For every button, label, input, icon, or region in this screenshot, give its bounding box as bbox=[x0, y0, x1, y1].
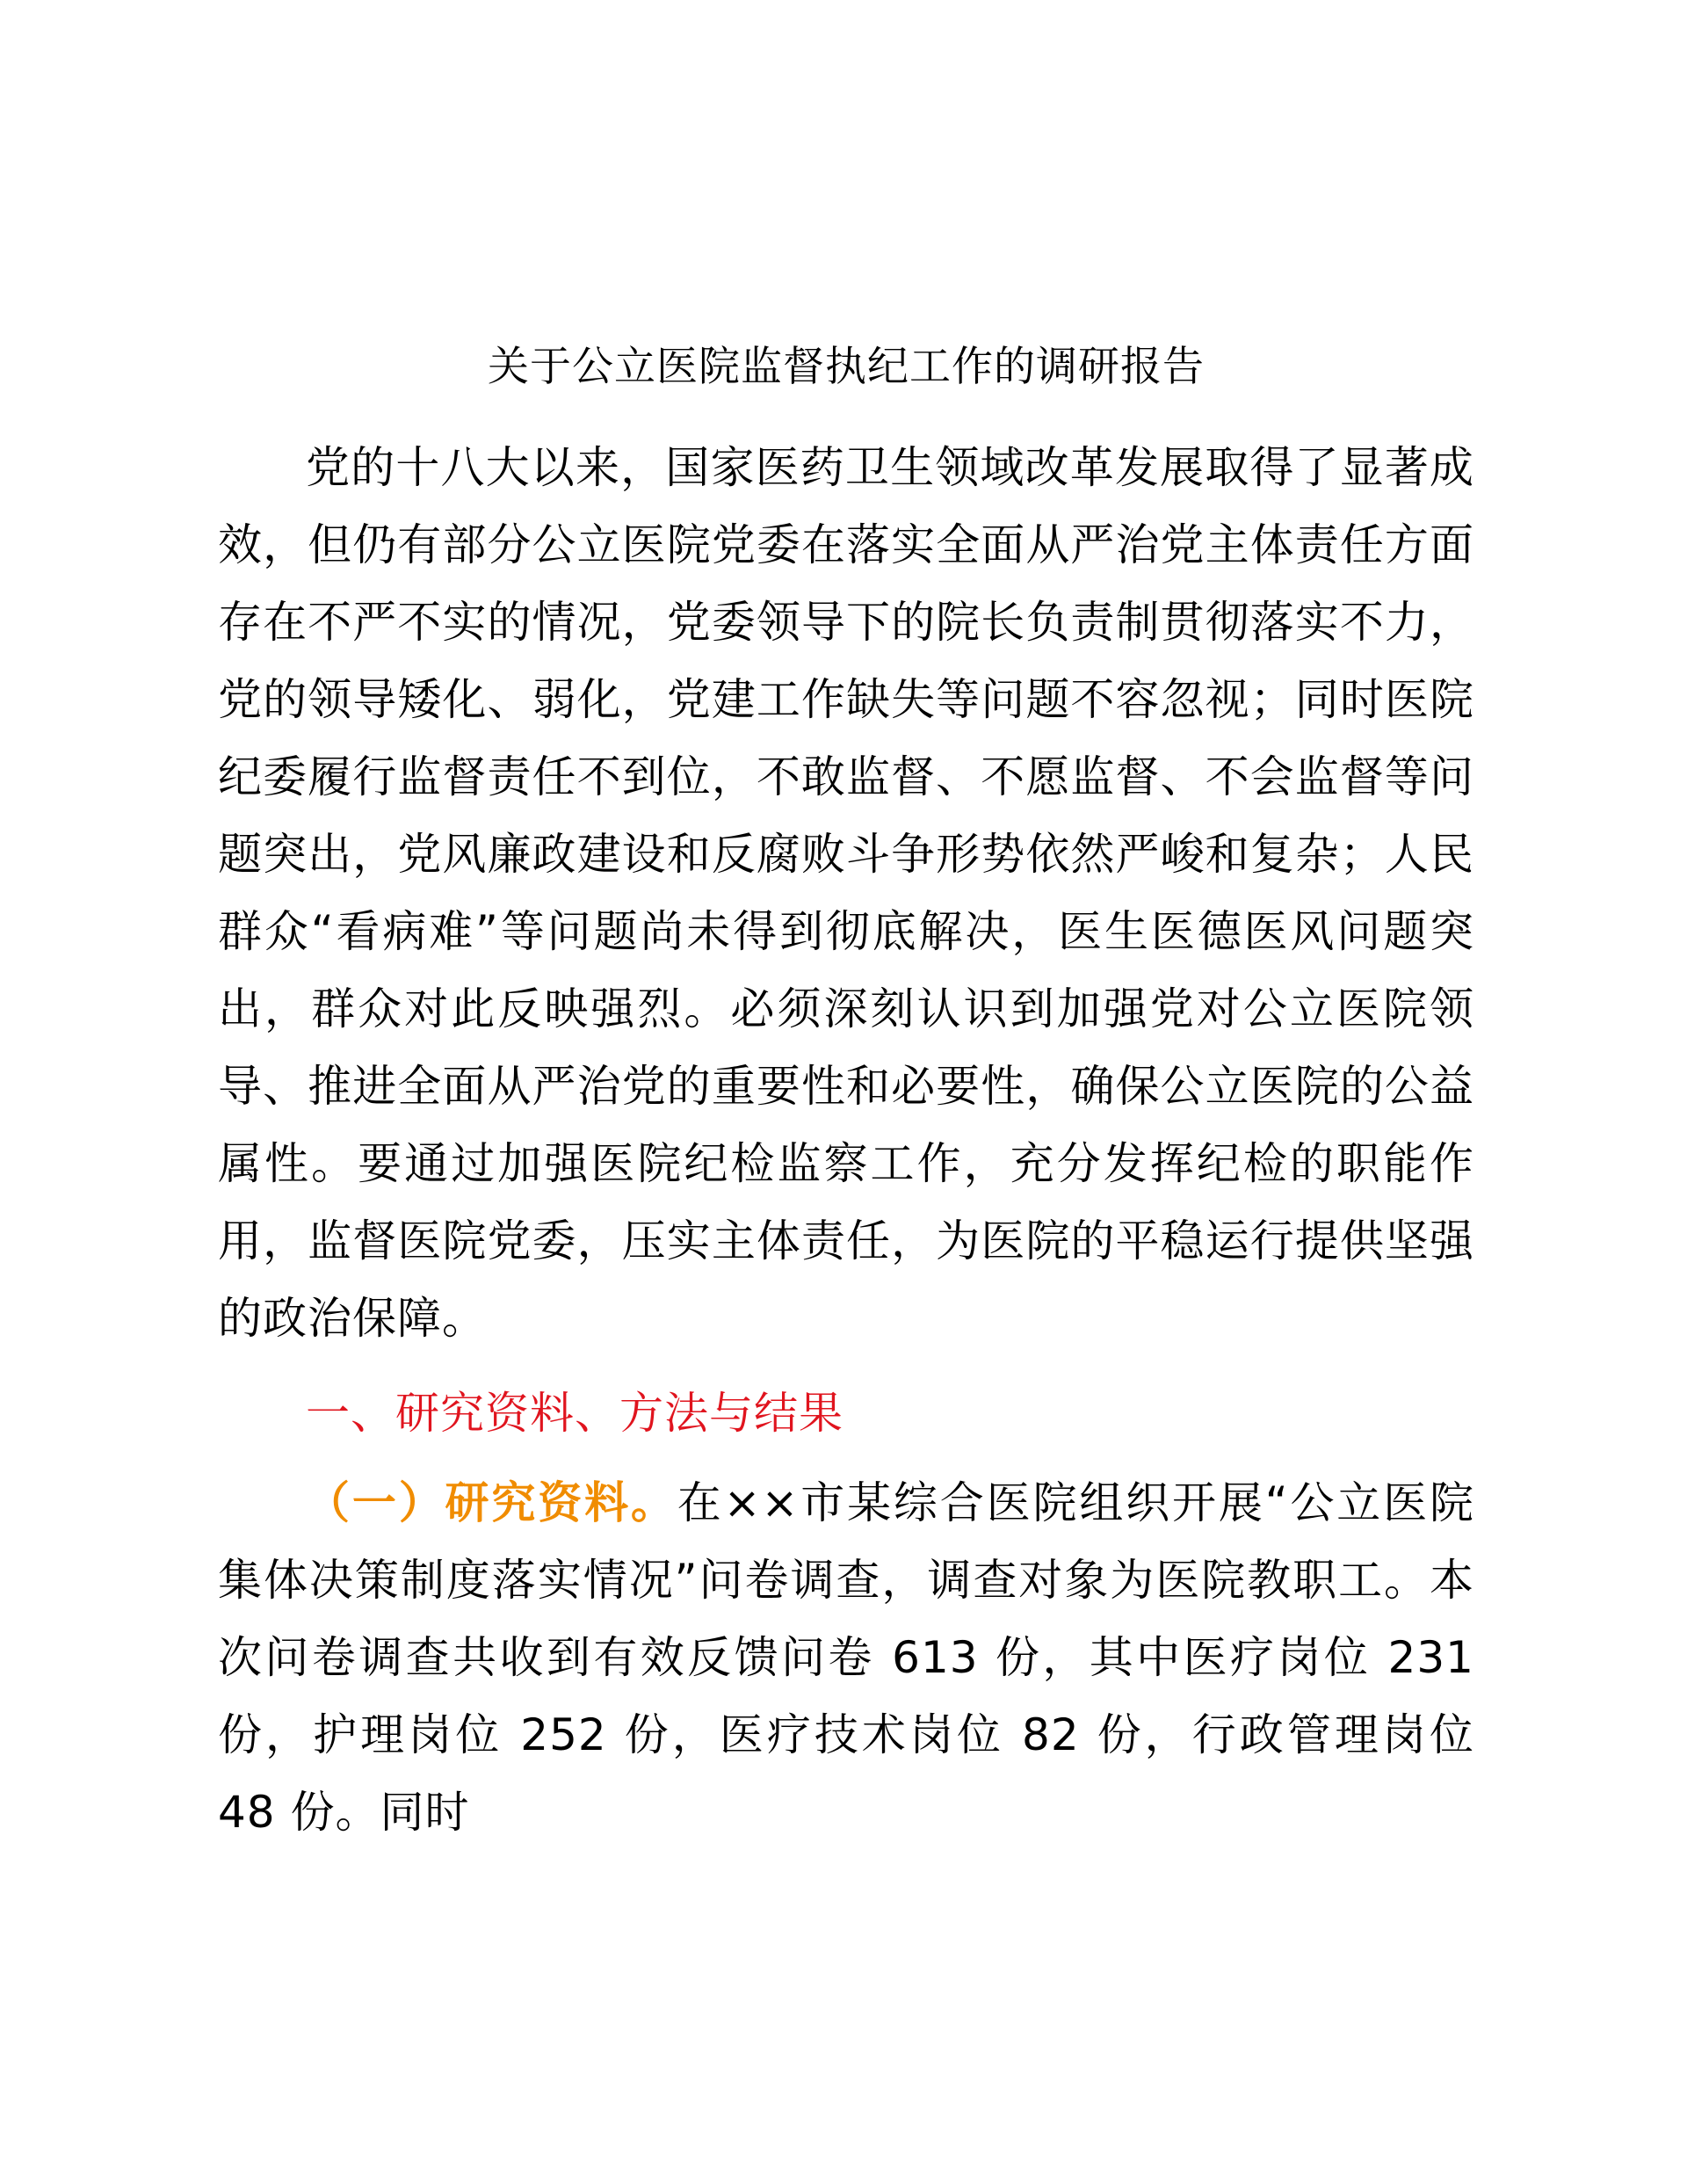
document-title: 关于公立医院监督执纪工作的调研报告 bbox=[488, 343, 1205, 391]
subsection-1-text: 在××市某综合医院组织开展“公立医院集体决策制度落实情况”问卷调查，调查对象为医院教职工。本次问卷调查共收到有效反馈问卷 613 份，其中医疗岗位 231 份，护理岗位 252 份，医疗技术岗位 82 份，行政管理岗位 48 份。同时 bbox=[218, 1477, 1474, 1838]
document-body bbox=[218, 336, 1474, 1851]
subsection-1-paragraph bbox=[218, 1464, 1474, 1851]
section-heading-1: 一、研究资料、方法与结果 bbox=[306, 1388, 844, 1439]
intro-paragraph: 党的十八大以来，国家医药卫生领域改革发展取得了显著成效，但仍有部分公立医院党委在落实全面从严治党主体责任方面存在不严不实的情况，党委领导下的院长负责制贯彻落实不力，党的领导矮化、弱化，党建工作缺失等问题不容忽视；同时医院纪委履行监督责任不到位，不敢监督、不愿监督、不会监督等问题突出，党风廉政建设和反腐败斗争形势依然严峻和复杂；人民群众“看病难”等问题尚未得到彻底解决，医生医德医风问题突出，群众对此反映强烈。必须深刻认识到加强党对公立医院领导、推进全面从严治党的重要性和必要性，确保公立医院的公益属性。要通过加强医院纪检监察工作，充分发挥纪检的职能作用，监督医院党委，压实主体责任，为医院的平稳运行提供坚强的政治保障。 bbox=[218, 442, 1474, 1344]
subsection-1-label: （一）研究资料。 bbox=[306, 1477, 677, 1528]
